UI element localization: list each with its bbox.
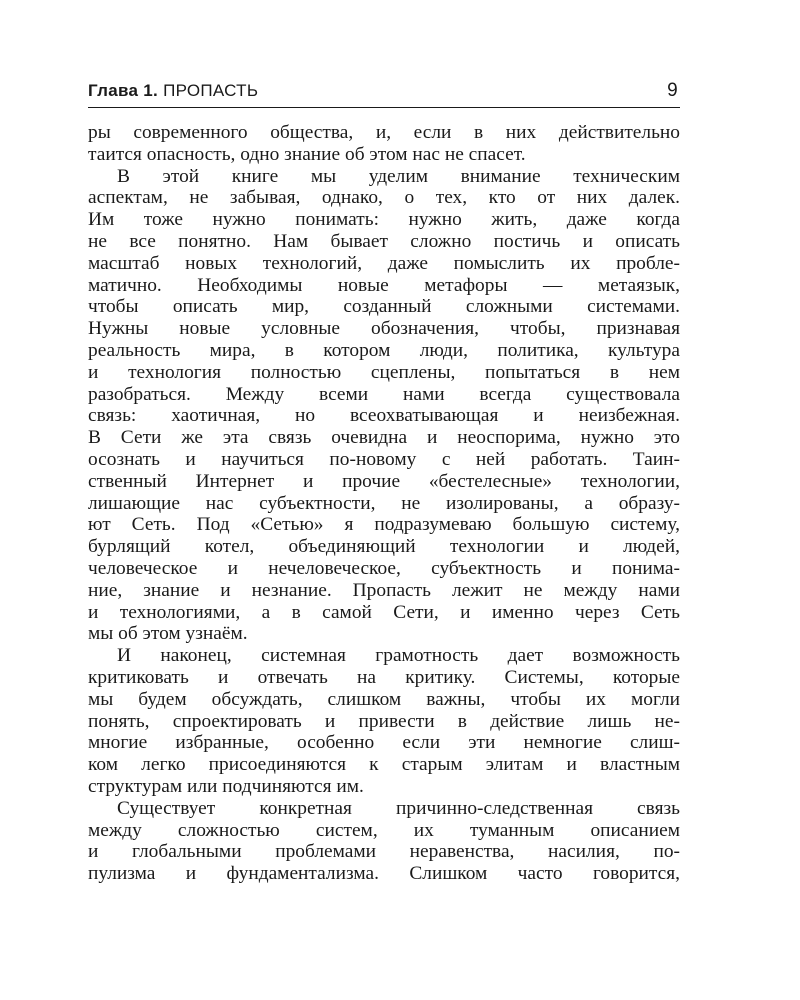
chapter-label: Глава 1.	[88, 81, 159, 100]
text-line: лишающие нас субъектности, не изолированы, а образу-	[88, 492, 680, 514]
text-line: пулизма и фундаментализма. Слишком часто говорится,	[88, 863, 680, 885]
text-line: бурлящий котел, объединяющий технологии и людей,	[88, 536, 680, 558]
chapter-title: ПРОПАСТЬ	[163, 81, 259, 100]
text-line: реальность мира, в котором люди, политика, культура	[88, 339, 680, 361]
text-line: и технология полностью сцеплены, попытаться в нем	[88, 361, 680, 383]
text-line: масштаб новых технологий, даже помыслить их пробле-	[88, 252, 680, 274]
text-line: мы об этом узнаём.	[88, 623, 248, 645]
text-line: И наконец, системная грамотность дает возможность	[117, 645, 680, 667]
text-line: критиковать и отвечать на критику. Системы, которые	[88, 666, 680, 688]
text-line: понять, спроектировать и привести в действие лишь не-	[88, 710, 680, 732]
text-line: аспектам, не забывая, однако, о тех, кто от них далек.	[88, 187, 680, 209]
text-line: структурам или подчиняются им.	[88, 775, 364, 797]
text-line: Им тоже нужно понимать: нужно жить, даже когда	[88, 209, 680, 231]
book-page	[88, 80, 680, 885]
text-line: В Сети же эта связь очевидна и неоспорима, нужно это	[88, 427, 680, 449]
text-line: человеческое и нечеловеческое, субъектность и понима-	[88, 557, 680, 579]
text-line: чтобы описать мир, созданный сложными системами.	[88, 296, 680, 318]
text-line: не все понятно. Нам бывает сложно постичь и описать	[88, 230, 680, 252]
text-line: Существует конкретная причинно-следственная связь	[117, 797, 680, 819]
text-line: матично. Необходимы новые метафоры — метаязык,	[88, 274, 680, 296]
text-line: ют Сеть. Под «Сетью» я подразумеваю большую систему,	[88, 514, 680, 536]
text-line: ком легко присоединяются к старым элитам и властным	[88, 754, 680, 776]
chapter-heading	[88, 81, 258, 101]
text-line: между сложностью систем, их туманным описанием	[88, 819, 680, 841]
text-line: и технологиями, а в самой Сети, и именно через Сеть	[88, 601, 680, 623]
text-line: ры современного общества, и, если в них действительно	[88, 122, 680, 143]
text-line: мы будем обсуждать, слишком важны, чтобы их могли	[88, 688, 680, 710]
text-line: ственный Интернет и прочие «бестелесные» технологии,	[88, 470, 680, 492]
body-text	[88, 122, 680, 885]
text-line: связь: хаотичная, но всеохватывающая и неизбежная.	[88, 405, 680, 427]
page-number: 9	[667, 80, 678, 101]
text-line: разобраться. Между всеми нами всегда существовала	[88, 383, 680, 405]
text-line: Нужны новые условные обозначения, чтобы, признавая	[88, 318, 680, 340]
running-head	[88, 80, 680, 108]
text-line: В этой книге мы уделим внимание техническим	[117, 165, 680, 187]
text-line: ние, знание и незнание. Пропасть лежит не между нами	[88, 579, 680, 601]
text-line: многие избранные, особенно если эти немногие слиш-	[88, 732, 680, 754]
text-line: и глобальными проблемами неравенства, насилия, по-	[88, 841, 680, 863]
text-line: осознать и научиться по-новому с ней работать. Таин-	[88, 448, 680, 470]
text-line: таится опасность, одно знание об этом нас не спасет.	[88, 143, 526, 165]
